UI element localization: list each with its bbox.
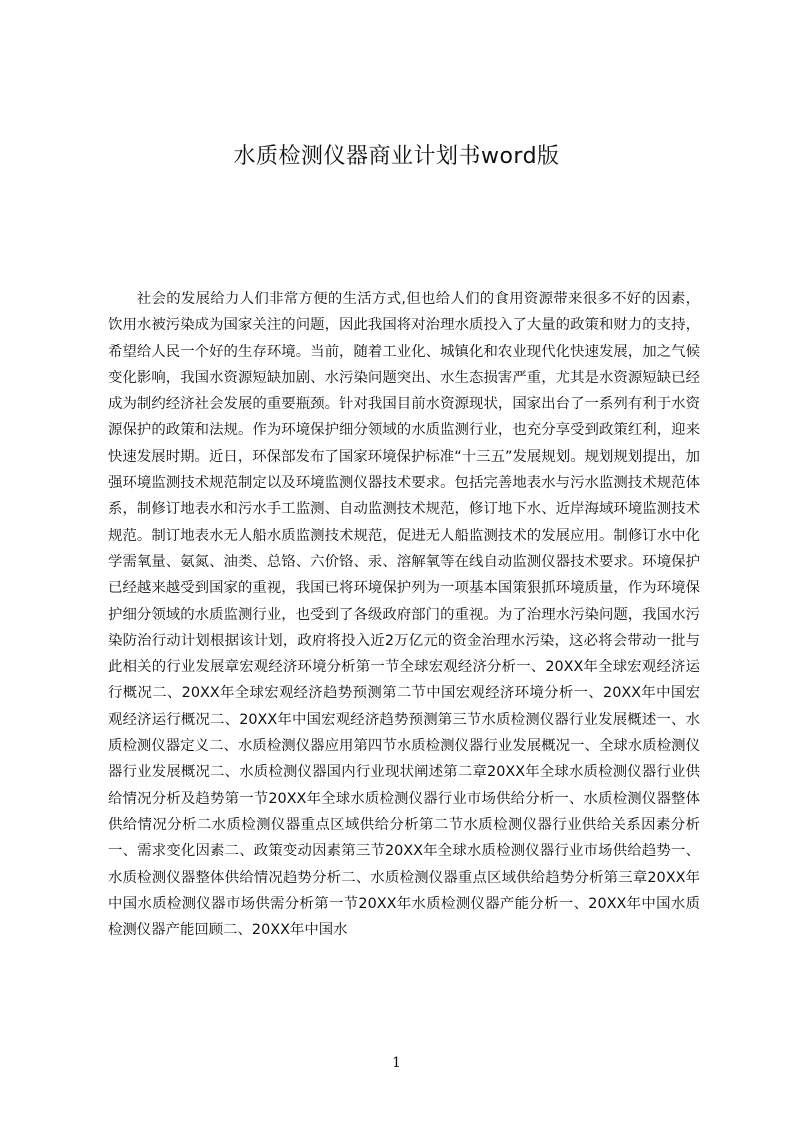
body-paragraph: 社会的发展给力人们非常方便的生活方式,但也给人们的食用资源带来很多不好的因素，饮用水被污染成为国家关注的问题，因此我国将对治理水质投入了大量的政策和财力的支持，希望给人民一个好的生存环境。当前，随着工业化、城镇化和农业现代化快速发展，加之气候变化影响，我国水资源短缺加剧、水污染问题突出、水生态损害严重，尤其是水资源短缺已经成为制约经济社会发展的重要瓶颈。针对我国目前水资源现状，国家出台了一系列有利于水资源保护的政策和法规。作为环境保护细分领域的水质监测行业，也充分享受到政策红利，迎来快速发展时期。近日，环保部发布了国家环境保护标准“十三五”发展规划。规划规划提出，加强环境监测技术规范制定以及环境监测仪器技术要求。包括完善地表水与污水监测技术规范体系，制修订地表水和污水手工监测、自动监测技术规范，修订地下水、近岸海域环境监测技术规范。制订地表水无人船水质监测技术规范，促进无人船监测技术的发展应用。制修订水中化学需氧量、氨氮、油类、总铬、六价铬、汞、溶解氧等在线自动监测仪器技术要求。环境保护已经越来越受到国家的重视，我国已将环境保护列为一项基本国策狠抓环境质量，作为环境保护细分领域的水质监测行业，也受到了各级政府部门的重视。为了治理水污染问题，我国水污染防治行动计划根据该计划，政府将投入近2万亿元的资金治理水污染，这必将会带动一批与此相关的行业发展章宏观经济环境分析第一节全球宏观经济分析一、20XX年全球宏观经济运行概况二、20XX年全球宏观经济趋势预测第二节中国宏观经济环境分析一、20XX年中国宏观经济运行概况二、20XX年中国宏观经济趋势预测第三节水质检测仪器行业发展概述一、水质检测仪器定义二、水质检测仪器应用第四节水质检测仪器行业发展概况一、全球水质检测仪器行业发展概况二、水质检测仪器国内行业现状阐述第二章20XX年全球水质检测仪器行业供给情况分析及趋势第一节20XX年全球水质检测仪器行业市场供给分析一、水质检测仪器整体供给情况分析二水质检测仪器重点区域供给分析第二节水质检测仪器行业供给关系因素分析一、需求变化因素二、政策变动因素第三节20XX年全球水质检测仪器行业市场供给趋势一、水质检测仪器整体供给情况趋势分析二、水质检测仪器重点区域供给趋势分析第三章20XX年中国水质检测仪器市场供需分析第一节20XX年水质检测仪器产能分析一、20XX年中国水质检测仪器产能回顾二、20XX年中国水 <box>108 291 700 939</box>
page-number: 1 <box>392 1055 401 1071</box>
document-title: 水质检测仪器商业计划书word版 <box>233 144 560 169</box>
